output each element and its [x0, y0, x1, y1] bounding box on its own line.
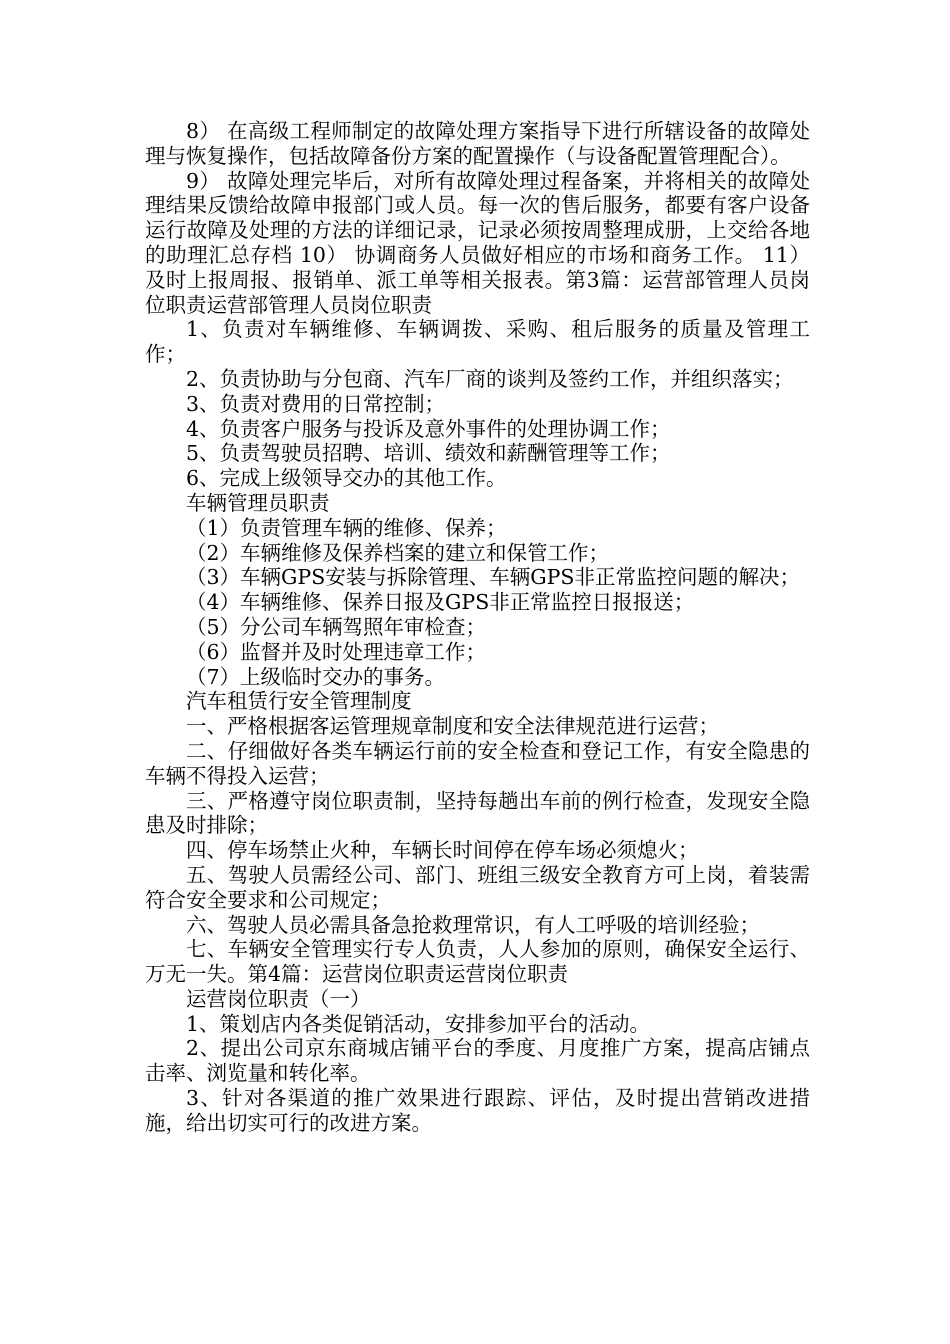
paragraph-safety-rule-4: 四、停车场禁止火种，车辆长时间停在停车场必须熄火； — [186, 838, 699, 863]
paragraph-ops-duty-2: 2、负责协助与分包商、汽车厂商的谈判及签约工作，并组织落实； — [186, 366, 794, 391]
paragraph-vehicle-duty-2: （2）车辆维修及保养档案的建立和保管工作； — [186, 540, 610, 565]
paragraph-ops-duty-1: 1、负责对车辆维修、车辆调拨、采购、租后服务的质量及管理工作； — [145, 317, 810, 367]
paragraph-ops-duty-4: 4、负责客户服务与投诉及意外事件的处理协调工作； — [186, 416, 671, 441]
paragraph-ops-duty-5: 5、负责驾驶员招聘、培训、绩效和薪酬管理等工作； — [186, 441, 671, 466]
paragraph-fault-handling-8: 8） 在高级工程师制定的故障处理方案指导下进行所辖设备的故障处理与恢复操作，包括故障备份方案的配置操作（与设备配置管理配合）。 — [145, 119, 810, 168]
paragraph-safety-rule-1: 一、严格根据客运管理规章制度和安全法律规范进行运营； — [186, 714, 719, 739]
paragraph-vehicle-duty-4: （4）车辆维修、保养日报及GPS非正常监控日报报送； — [186, 590, 695, 615]
paragraph-safety-rule-3: 三、严格遵守岗位职责制，坚持每趟出车前的例行检查，发现安全隐患及时排除； — [145, 788, 810, 838]
paragraph-vehicle-duty-3: （3）车辆GPS安装与拆除管理、车辆GPS非正常监控问题的解决； — [186, 565, 800, 590]
paragraph-safety-rule-5: 五、驾驶人员需经公司、部门、班组三级安全教育方可上岗，着装需符合安全要求和公司规定； — [145, 862, 810, 912]
paragraph-ops-position-duty-3: 3、针对各渠道的推广效果进行跟踪、评估，及时提出营销改进措施，给出切实可行的改进方案。 — [145, 1086, 810, 1135]
paragraph-ops-duty-6: 6、完成上级领导交办的其他工作。 — [186, 466, 507, 491]
paragraph-fault-handling-9: 9） 故障处理完毕后，对所有故障处理过程备案，并将相关的故障处理结果反馈给故障申报部门或人员。每一次的售后服务，都要有客户设备运行故障及处理的方法的详细记录，记录必须按周整理成册，上交给各地的助理汇总存档 10） 协调商务人员做好相应的市场和商务工作。 11） 及时上报周报、报销单、派工单等相关报表。第3篇：运营部管理人员岗位职责运营部管理人员岗位职责 — [145, 168, 810, 317]
document-body — [145, 119, 810, 1136]
paragraph-vehicle-duty-1: （1）负责管理车辆的维修、保养； — [186, 515, 507, 540]
paragraph-safety-rule-2: 二、仔细做好各类车辆运行前的安全检查和登记工作，有安全隐患的车辆不得投入运营； — [145, 738, 810, 788]
paragraph-safety-rule-6: 六、驾驶人员必需具备急抢救理常识，有人工呼吸的培训经验； — [186, 912, 760, 937]
paragraph-vehicle-duty-7: （7）上级临时交办的事务。 — [186, 664, 446, 689]
paragraph-vehicle-duty-6: （6）监督并及时处理违章工作； — [186, 639, 487, 664]
paragraph-vehicle-duty-5: （5）分公司车辆驾照年审检查； — [186, 614, 487, 639]
paragraph-ops-duty-3: 3、负责对费用的日常控制； — [186, 391, 446, 416]
heading-ops-position-1: 运营岗位职责（一） — [186, 986, 371, 1011]
paragraph-ops-position-duty-2: 2、提出公司京东商城店铺平台的季度、月度推广方案，提高店铺点击率、浏览量和转化率。 — [145, 1036, 810, 1086]
heading-safety-rules: 汽车租赁行安全管理制度 — [186, 689, 412, 714]
paragraph-ops-position-duty-1: 1、策划店内各类促销活动，安排参加平台的活动。 — [186, 1011, 651, 1036]
heading-vehicle-manager: 车辆管理员职责 — [186, 490, 330, 515]
paragraph-safety-rule-7: 七、车辆安全管理实行专人负责，人人参加的原则，确保安全运行、万无一失。第4篇：运营岗位职责运营岗位职责 — [145, 937, 810, 987]
